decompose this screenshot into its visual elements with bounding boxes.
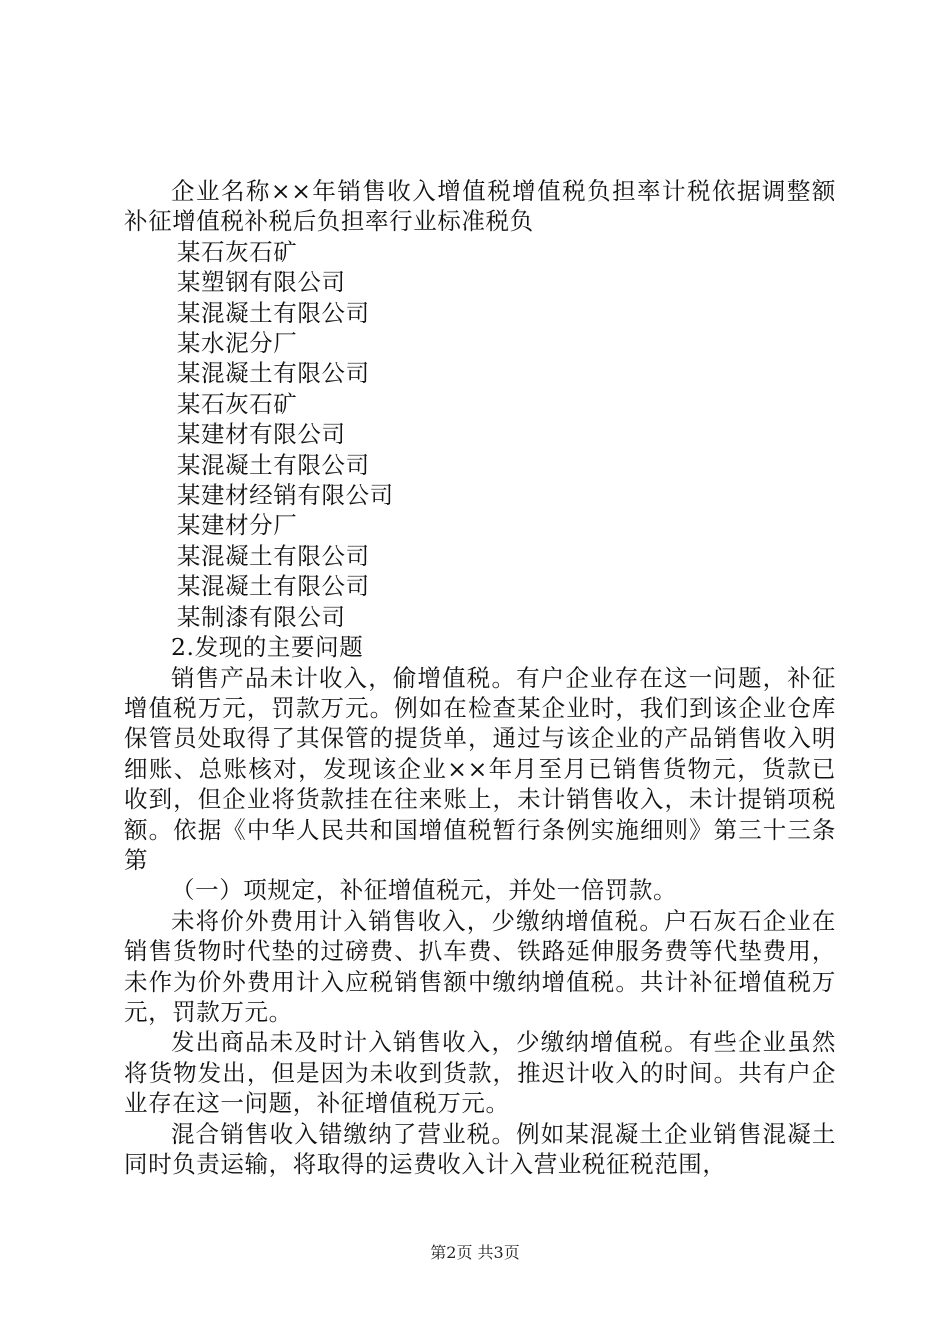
table-header-text: 企业名称××年销售收入增值税增值税负担率计税依据调整额补征增值税补税后负担率行业标准税负 — [124, 177, 836, 236]
page-number-label: 第2页 共3页 — [430, 1243, 520, 1262]
body-paragraph: （一）项规定，补征增值税元，并处一倍罚款。 — [171, 876, 678, 905]
company-item: 某建材经销有限公司 — [176, 481, 394, 510]
body-paragraph: 混合销售收入错缴纳了营业税。例如某混凝土企业销售混凝土同时负责运输，将取得的运费收入计入营业税征税范围， — [124, 1119, 836, 1178]
section-heading: 2.发现的主要问题 — [171, 633, 364, 662]
company-item: 某石灰石矿 — [176, 389, 298, 418]
company-item: 某建材有限公司 — [176, 420, 346, 449]
company-item: 某混凝土有限公司 — [176, 298, 370, 327]
company-item: 某建材分厂 — [176, 511, 298, 540]
document-body — [124, 176, 836, 1179]
company-item: 某混凝土有限公司 — [176, 450, 370, 479]
company-item: 某制漆有限公司 — [176, 602, 346, 631]
body-paragraph: 未将价外费用计入销售收入，少缴纳增值税。户石灰石企业在销售货物时代垫的过磅费、扒车费、铁路延伸服务费等代垫费用，未作为价外费用计入应税销售额中缴纳增值税。共计补征增值税万元，罚款万元。 — [124, 906, 836, 1026]
page-footer — [0, 1243, 950, 1263]
company-item: 某塑钢有限公司 — [176, 268, 346, 297]
body-paragraph: 发出商品未及时计入销售收入，少缴纳增值税。有些企业虽然将货物发出，但是因为未收到货款，推迟计收入的时间。共有户企业存在这一问题，补征增值税万元。 — [124, 1028, 836, 1118]
company-item: 某水泥分厂 — [176, 329, 298, 358]
body-paragraph: 销售产品未计收入，偷增值税。有户企业存在这一问题，补征增值税万元，罚款万元。例如在检查某企业时，我们到该企业仓库保管员处取得了其保管的提货单，通过与该企业的产品销售收入明细账、总账核对，发现该企业××年月至月已销售货物元，货款已收到，但企业将货款挂在往来账上，未计销售收入，未计提销项税额。依据《中华人民共和国增值税暂行条例实施细则》第三十三条第 — [124, 663, 836, 874]
company-item: 某混凝土有限公司 — [176, 541, 370, 570]
company-item: 某石灰石矿 — [176, 237, 298, 266]
company-item: 某混凝土有限公司 — [176, 359, 370, 388]
company-item: 某混凝土有限公司 — [176, 572, 370, 601]
